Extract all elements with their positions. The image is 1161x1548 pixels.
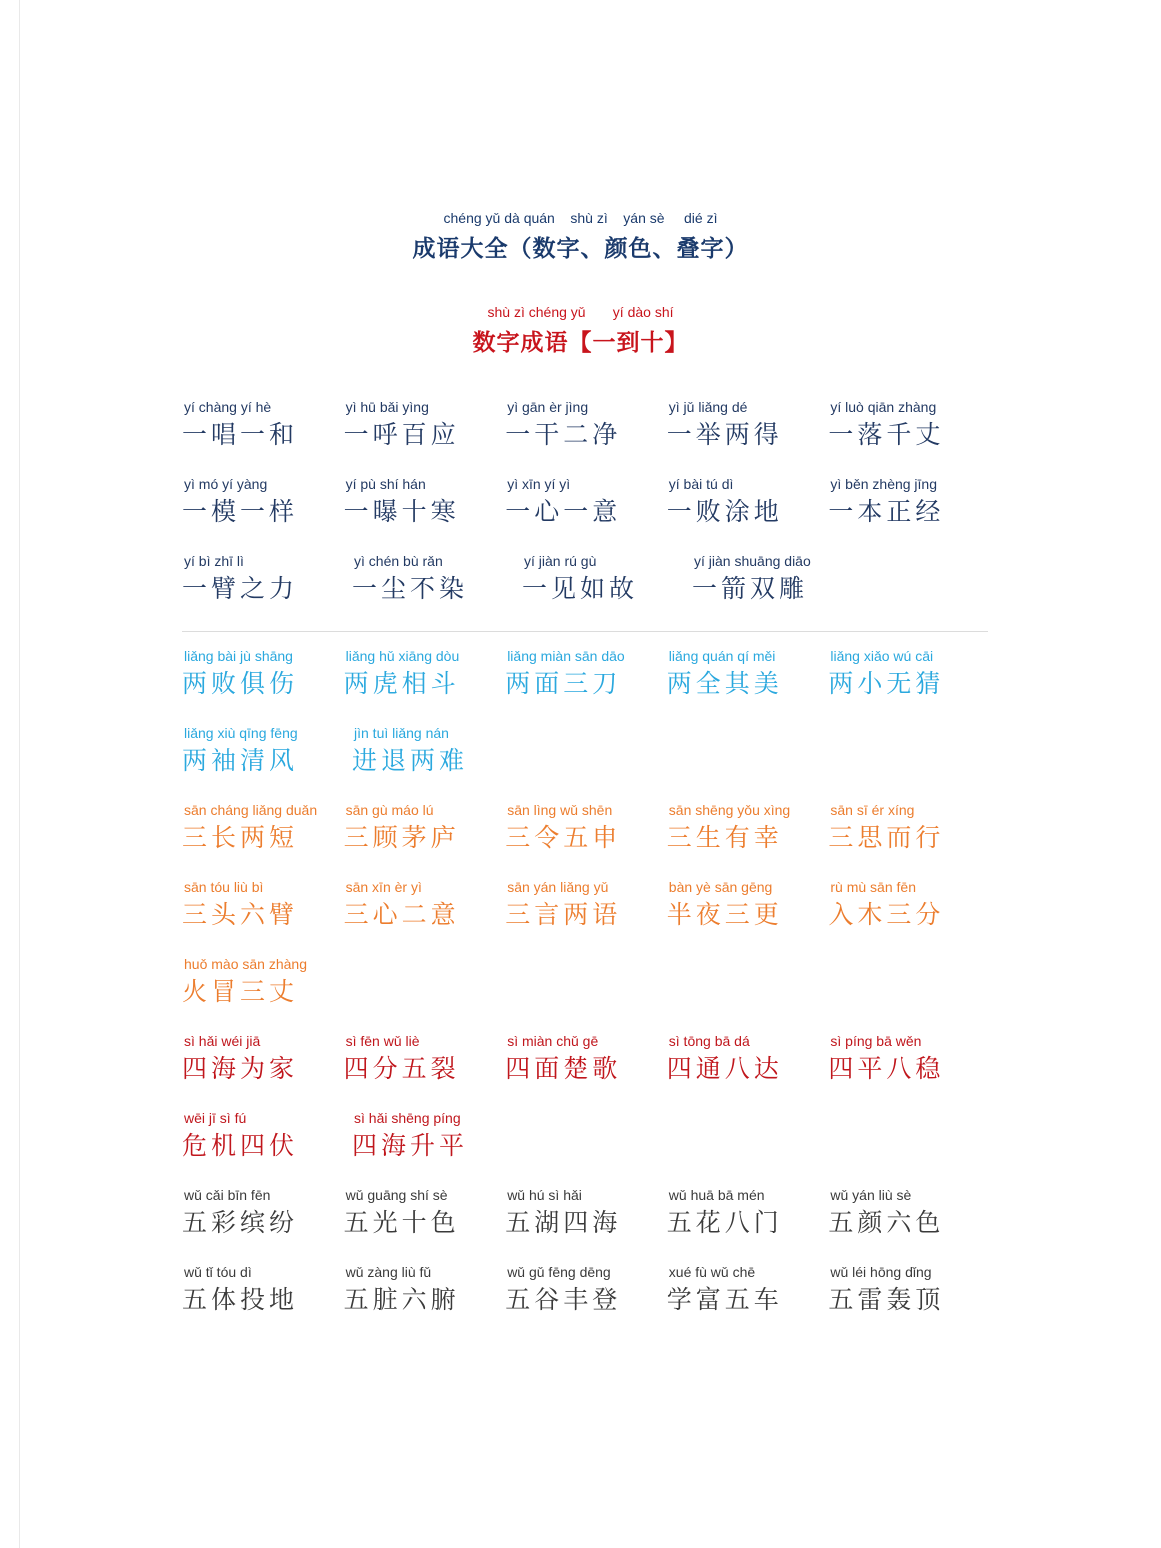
idiom-item — [505, 398, 665, 475]
idiom-text: 学富五车 — [666, 1285, 783, 1314]
idiom-group-5 — [182, 1186, 988, 1340]
idiom-text: 三长两短 — [182, 823, 299, 852]
idiom-item — [182, 647, 342, 724]
idiom-item — [667, 647, 827, 724]
idiom-text: 一心一意 — [505, 497, 622, 526]
idiom-row — [182, 801, 988, 878]
idiom-item — [505, 1186, 665, 1263]
idiom-text: 两小无猜 — [828, 669, 945, 698]
section-heading-text: 数字成语【一到十】 — [472, 330, 689, 356]
idiom-text: 三令五申 — [505, 823, 622, 852]
idiom-item — [182, 1186, 342, 1263]
idiom-pinyin: liǎng bài jù shāng — [184, 648, 293, 664]
idiom-item — [352, 1109, 520, 1186]
idiom-pinyin: sān gù máo lú — [345, 802, 434, 818]
idiom-row — [182, 955, 988, 1032]
idiom-text: 两袖清风 — [182, 746, 299, 775]
idiom-item — [352, 552, 520, 629]
idiom-text: 一干二净 — [505, 420, 622, 449]
idiom-item — [344, 801, 504, 878]
idiom-text: 三生有幸 — [666, 823, 783, 852]
idiom-row — [182, 647, 988, 724]
idiom-pinyin: wǔ hú sì hǎi — [507, 1187, 582, 1203]
idiom-text: 一败涂地 — [666, 497, 783, 526]
idiom-pinyin: wǔ léi hōng dǐng — [830, 1264, 932, 1280]
idiom-text: 三顾茅庐 — [343, 823, 460, 852]
idiom-row — [182, 1186, 988, 1263]
idiom-pinyin: sān yán liǎng yǔ — [507, 879, 609, 895]
idiom-item — [667, 1032, 827, 1109]
idiom-text: 五体投地 — [182, 1285, 299, 1314]
idiom-item — [828, 1032, 988, 1109]
idiom-row — [182, 552, 988, 629]
idiom-item — [828, 1186, 988, 1263]
idiom-item — [522, 552, 690, 629]
idiom-item — [344, 475, 504, 552]
idiom-text: 四海升平 — [352, 1131, 469, 1160]
idiom-text: 半夜三更 — [666, 900, 783, 929]
idiom-item — [505, 878, 665, 955]
idiom-item — [182, 724, 350, 801]
idiom-pinyin: yí pù shí hán — [345, 476, 426, 492]
idiom-pinyin: yí jiàn rú gù — [524, 553, 597, 569]
idiom-pinyin: bàn yè sān gēng — [668, 879, 773, 895]
idiom-pinyin: jìn tuì liǎng nán — [354, 725, 449, 741]
idiom-text: 五光十色 — [343, 1208, 460, 1237]
idiom-text: 一尘不染 — [352, 574, 469, 603]
idiom-item — [344, 878, 504, 955]
idiom-pinyin: yì jǔ liǎng dé — [668, 399, 748, 415]
idiom-item — [505, 1032, 665, 1109]
idiom-item — [828, 475, 988, 552]
idiom-item — [692, 552, 860, 629]
page-title — [0, 210, 1161, 263]
idiom-group-1 — [182, 398, 988, 629]
section-heading — [0, 304, 1161, 357]
idiom-item — [828, 878, 988, 955]
idiom-pinyin: liǎng xiǎo wú cāi — [830, 648, 934, 664]
page-title-text: 成语大全（数字、颜色、叠字） — [412, 236, 749, 262]
idiom-group-2 — [182, 647, 988, 801]
idiom-text: 入木三分 — [828, 900, 945, 929]
idiom-pinyin: xué fù wǔ chē — [668, 1264, 756, 1280]
idiom-pinyin: liǎng xiù qīng fēng — [184, 725, 298, 741]
idiom-pinyin: yì mó yí yàng — [184, 476, 268, 492]
idiom-pinyin: sān shēng yǒu xìng — [668, 802, 791, 818]
idiom-text: 一唱一和 — [182, 420, 299, 449]
idiom-item — [344, 647, 504, 724]
idiom-item — [667, 1186, 827, 1263]
idiom-pinyin: yì xīn yí yì — [507, 476, 571, 492]
idiom-item — [182, 878, 342, 955]
idiom-pinyin: sì píng bā wěn — [830, 1033, 922, 1049]
idiom-pinyin: sān xīn èr yì — [345, 879, 422, 895]
idiom-row — [182, 878, 988, 955]
idiom-text: 四通八达 — [666, 1054, 783, 1083]
idiom-item — [667, 1263, 827, 1340]
idiom-text: 一本正经 — [828, 497, 945, 526]
idiom-pinyin: wǔ gǔ fēng dēng — [507, 1264, 611, 1280]
idiom-text: 一箭双雕 — [692, 574, 809, 603]
idiom-row — [182, 1263, 988, 1340]
idiom-text: 一模一样 — [182, 497, 299, 526]
idiom-text: 五彩缤纷 — [182, 1208, 299, 1237]
idiom-pinyin: yí chàng yí hè — [184, 399, 272, 415]
idiom-pinyin: wǔ guāng shí sè — [345, 1187, 448, 1203]
idiom-list — [182, 398, 988, 1340]
idiom-text: 一曝十寒 — [343, 497, 460, 526]
idiom-pinyin: yì gān èr jìng — [507, 399, 589, 415]
idiom-pinyin: rù mù sān fēn — [830, 879, 916, 895]
idiom-text: 两败俱伤 — [182, 669, 299, 698]
idiom-text: 一臂之力 — [182, 574, 299, 603]
idiom-item — [182, 1263, 342, 1340]
idiom-item — [182, 1032, 342, 1109]
idiom-text: 三思而行 — [828, 823, 945, 852]
idiom-text: 一见如故 — [522, 574, 639, 603]
idiom-item — [505, 647, 665, 724]
idiom-pinyin: wǔ cǎi bīn fēn — [184, 1187, 271, 1203]
idiom-item — [828, 398, 988, 475]
idiom-pinyin: yì chén bù rǎn — [354, 553, 443, 569]
idiom-pinyin: wǔ yán liù sè — [830, 1187, 912, 1203]
idiom-pinyin: sì miàn chǔ gē — [507, 1033, 599, 1049]
idiom-text: 五颜六色 — [828, 1208, 945, 1237]
idiom-pinyin: yì hū bǎi yìng — [345, 399, 429, 415]
idiom-group-4 — [182, 1032, 988, 1186]
idiom-pinyin: wǔ huā bā mén — [668, 1187, 765, 1203]
idiom-pinyin: sì fēn wǔ liè — [345, 1033, 420, 1049]
idiom-item — [182, 552, 350, 629]
idiom-pinyin: sān sī ér xíng — [830, 802, 915, 818]
idiom-text: 两面三刀 — [505, 669, 622, 698]
idiom-pinyin: yí bài tú dì — [668, 476, 734, 492]
idiom-pinyin: yí bì zhī lì — [184, 553, 244, 569]
idiom-text: 三头六臂 — [182, 900, 299, 929]
idiom-item — [828, 801, 988, 878]
idiom-item — [344, 1263, 504, 1340]
idiom-pinyin: sì hǎi wéi jiā — [184, 1033, 261, 1049]
idiom-pinyin: huǒ mào sān zhàng — [184, 956, 307, 972]
idiom-pinyin: sān lìng wǔ shēn — [507, 802, 613, 818]
idiom-text: 五脏六腑 — [343, 1285, 460, 1314]
idiom-text: 五谷丰登 — [505, 1285, 622, 1314]
idiom-text: 两虎相斗 — [343, 669, 460, 698]
idiom-pinyin: liǎng miàn sān dāo — [507, 648, 625, 664]
idiom-item — [344, 1186, 504, 1263]
idiom-item — [505, 1263, 665, 1340]
idiom-text: 一举两得 — [666, 420, 783, 449]
idiom-pinyin: yí luò qiān zhàng — [830, 399, 937, 415]
idiom-item — [182, 801, 342, 878]
section-divider — [182, 631, 988, 632]
idiom-item — [344, 398, 504, 475]
idiom-item — [667, 398, 827, 475]
idiom-text: 一落千丈 — [828, 420, 945, 449]
idiom-item — [667, 475, 827, 552]
idiom-row — [182, 475, 988, 552]
idiom-text: 两全其美 — [666, 669, 783, 698]
idiom-pinyin: wǔ tǐ tóu dì — [184, 1264, 252, 1280]
section-heading-pinyin: shù zì chéng yǔ yí dào shí — [487, 304, 674, 320]
idiom-row — [182, 1032, 988, 1109]
idiom-item — [505, 801, 665, 878]
idiom-pinyin: sān cháng liǎng duǎn — [184, 802, 318, 818]
idiom-row — [182, 398, 988, 475]
idiom-item — [352, 724, 520, 801]
idiom-text: 五雷轰顶 — [828, 1285, 945, 1314]
idiom-text: 三心二意 — [343, 900, 460, 929]
idiom-text: 五花八门 — [666, 1208, 783, 1237]
idiom-item — [505, 475, 665, 552]
idiom-pinyin: sì hǎi shēng píng — [354, 1110, 461, 1126]
idiom-text: 一呼百应 — [343, 420, 460, 449]
page-title-pinyin: chéng yǔ dà quán shù zì yán sè dié zì — [443, 210, 718, 226]
idiom-item — [182, 955, 350, 1032]
idiom-item — [182, 1109, 350, 1186]
idiom-item — [667, 878, 827, 955]
idiom-pinyin: wēi jī sì fú — [184, 1110, 247, 1126]
idiom-pinyin: liǎng hǔ xiāng dòu — [345, 648, 460, 664]
idiom-row — [182, 1109, 988, 1186]
idiom-group-3 — [182, 801, 988, 1032]
idiom-pinyin: yì běn zhèng jīng — [830, 476, 938, 492]
idiom-pinyin: wǔ zàng liù fǔ — [345, 1264, 432, 1280]
idiom-text: 四平八稳 — [828, 1054, 945, 1083]
idiom-text: 危机四伏 — [182, 1131, 299, 1160]
idiom-pinyin: sì tōng bā dá — [668, 1033, 750, 1049]
idiom-text: 进退两难 — [352, 746, 469, 775]
idiom-pinyin: liǎng quán qí měi — [668, 648, 776, 664]
idiom-item — [182, 398, 342, 475]
idiom-text: 四海为家 — [182, 1054, 299, 1083]
idiom-item — [667, 801, 827, 878]
idiom-item — [344, 1032, 504, 1109]
idiom-text: 四面楚歌 — [505, 1054, 622, 1083]
idiom-item — [828, 647, 988, 724]
idiom-text: 火冒三丈 — [182, 977, 299, 1006]
idiom-pinyin: yí jiàn shuāng diāo — [694, 553, 811, 569]
idiom-text: 四分五裂 — [343, 1054, 460, 1083]
idiom-text: 五湖四海 — [505, 1208, 622, 1237]
idiom-text: 三言两语 — [505, 900, 622, 929]
idiom-row — [182, 724, 988, 801]
idiom-item — [828, 1263, 988, 1340]
idiom-item — [182, 475, 342, 552]
idiom-pinyin: sān tóu liù bì — [184, 879, 264, 895]
